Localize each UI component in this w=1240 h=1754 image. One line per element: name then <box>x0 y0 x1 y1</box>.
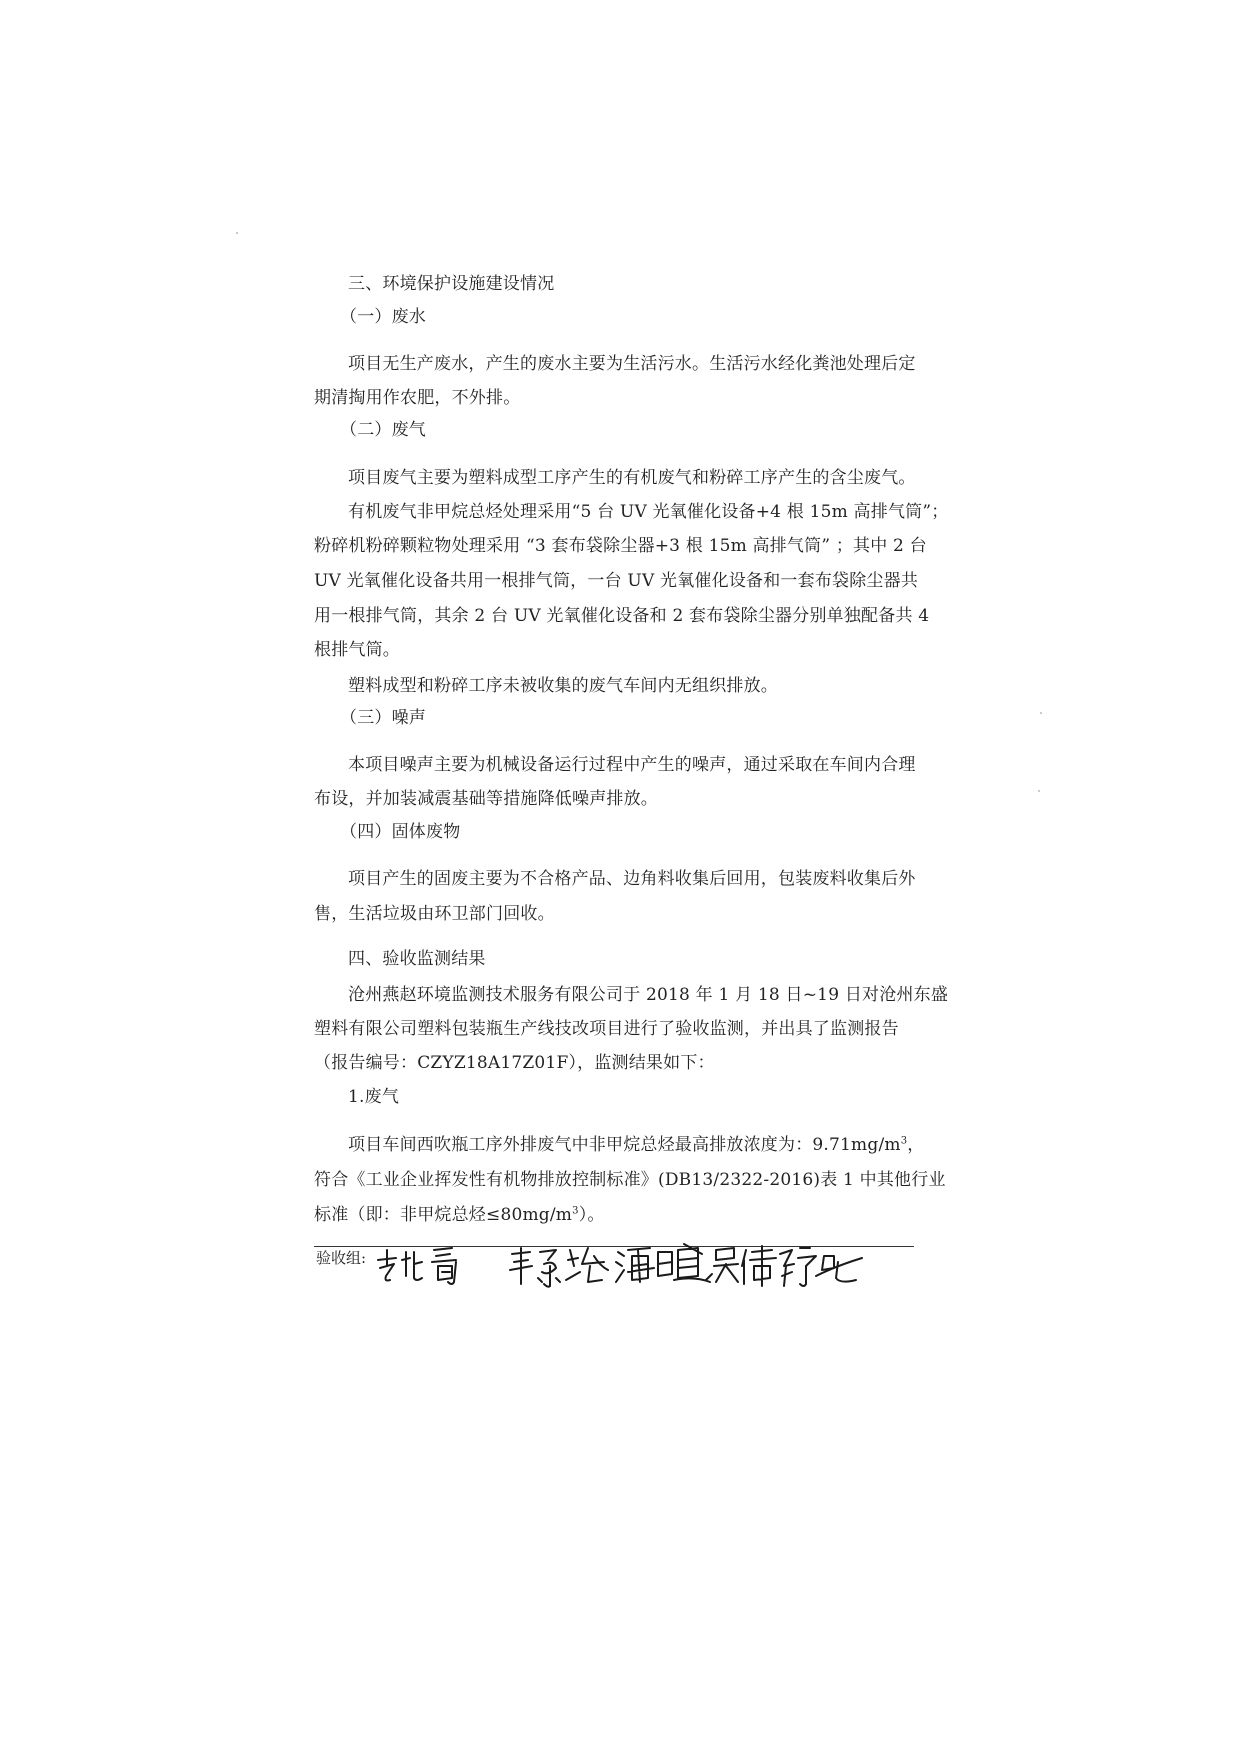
noise-title: （三）噪声 <box>340 708 426 728</box>
monitoring-exhaust-line-1-end: ， <box>907 1135 925 1155</box>
exhaust-line-7: 塑料成型和粉碎工序未被收集的废气车间内无组织排放。 <box>348 676 778 696</box>
solid-waste-line-1: 项目产生的固废主要为不合格产品、边角料收集后回用，包装废料收集后外 <box>348 869 916 889</box>
handwritten-signature <box>776 1236 866 1296</box>
handwritten-signature <box>614 1236 714 1296</box>
monitoring-exhaust-line-3-text: 标准（即：非甲烷总烃≤80mg/m <box>314 1205 573 1225</box>
section-3-title: 三、环境保护设施建设情况 <box>348 274 555 294</box>
solid-waste-title: （四）固体废物 <box>340 822 461 842</box>
monitoring-exhaust-line-1-text: 项目车间西吹瓶工序外排废气中非甲烷总烃最高排放浓度为：9.71mg/m <box>348 1135 901 1155</box>
section-4-title: 四、验收监测结果 <box>348 949 486 969</box>
scan-speck <box>1038 790 1040 792</box>
wastewater-title: （一）废水 <box>340 307 426 327</box>
handwritten-signature <box>704 1236 784 1296</box>
signature-drawing <box>504 1236 624 1296</box>
signature-label: 验收组: <box>316 1249 367 1267</box>
monitoring-exhaust-line-3 <box>314 1203 605 1227</box>
monitoring-exhaust-title: 1.废气 <box>348 1087 400 1107</box>
monitoring-line-3: （报告编号：CZYZ18A17Z01F），监测结果如下： <box>314 1053 715 1073</box>
monitoring-exhaust-line-2: 符合《工业企业挥发性有机物排放控制标准》(DB13/2322-2016)表 1 中其他行业 <box>314 1170 946 1190</box>
wastewater-line-2: 期清掏用作农肥，不外排。 <box>314 388 521 408</box>
exhaust-line-2: 有机废气非甲烷总烃处理采用“5 台 UV 光氧催化设备+4 根 15m 高排气筒”； <box>348 502 949 522</box>
wastewater-line-1: 项目无生产废水，产生的废水主要为生活污水。生活污水经化粪池处理后定 <box>348 354 916 374</box>
superscript-3: 3 <box>900 1135 908 1147</box>
solid-waste-line-2: 售，生活垃圾由环卫部门回收。 <box>314 904 555 924</box>
noise-line-1: 本项目噪声主要为机械设备运行过程中产生的噪声，通过采取在车间内合理 <box>348 755 916 775</box>
signature-drawing <box>776 1236 866 1296</box>
exhaust-line-5: 用一根排气筒，其余 2 台 UV 光氧催化设备和 2 套布袋除尘器分别单独配备共 4 <box>314 606 930 626</box>
exhaust-line-3: 粉碎机粉碎颗粒物处理采用 “3 套布袋除尘器+3 根 15m 高排气筒” ；其中 2 台 <box>314 536 927 556</box>
superscript-3: 3 <box>572 1205 579 1217</box>
scan-speck <box>236 232 238 234</box>
handwritten-signature <box>372 1236 472 1296</box>
exhaust-line-4: UV 光氧催化设备共用一根排气筒，一台 UV 光氧催化设备和一套布袋除尘器共 <box>314 571 919 591</box>
monitoring-line-1: 沧州燕赵环境监测技术服务有限公司于 2018 年 1 月 18 日~19 日对沧州东盛 <box>348 985 949 1005</box>
scan-speck <box>1040 712 1042 714</box>
handwritten-signature <box>504 1236 624 1296</box>
signature-drawing <box>614 1236 714 1296</box>
monitoring-exhaust-line-1 <box>348 1133 924 1157</box>
exhaust-line-1: 项目废气主要为塑料成型工序产生的有机废气和粉碎工序产生的含尘废气。 <box>348 468 916 488</box>
signature-drawing <box>704 1236 784 1296</box>
exhaust-title: （二）废气 <box>340 420 426 440</box>
signature-drawing <box>372 1236 472 1296</box>
exhaust-line-6: 根排气筒。 <box>314 640 400 660</box>
noise-line-2: 布设，并加装减震基础等措施降低噪声排放。 <box>314 789 658 809</box>
monitoring-exhaust-line-3-end: ）。 <box>578 1205 605 1225</box>
monitoring-line-2: 塑料有限公司塑料包装瓶生产线技改项目进行了验收监测，并出具了监测报告 <box>314 1019 899 1039</box>
